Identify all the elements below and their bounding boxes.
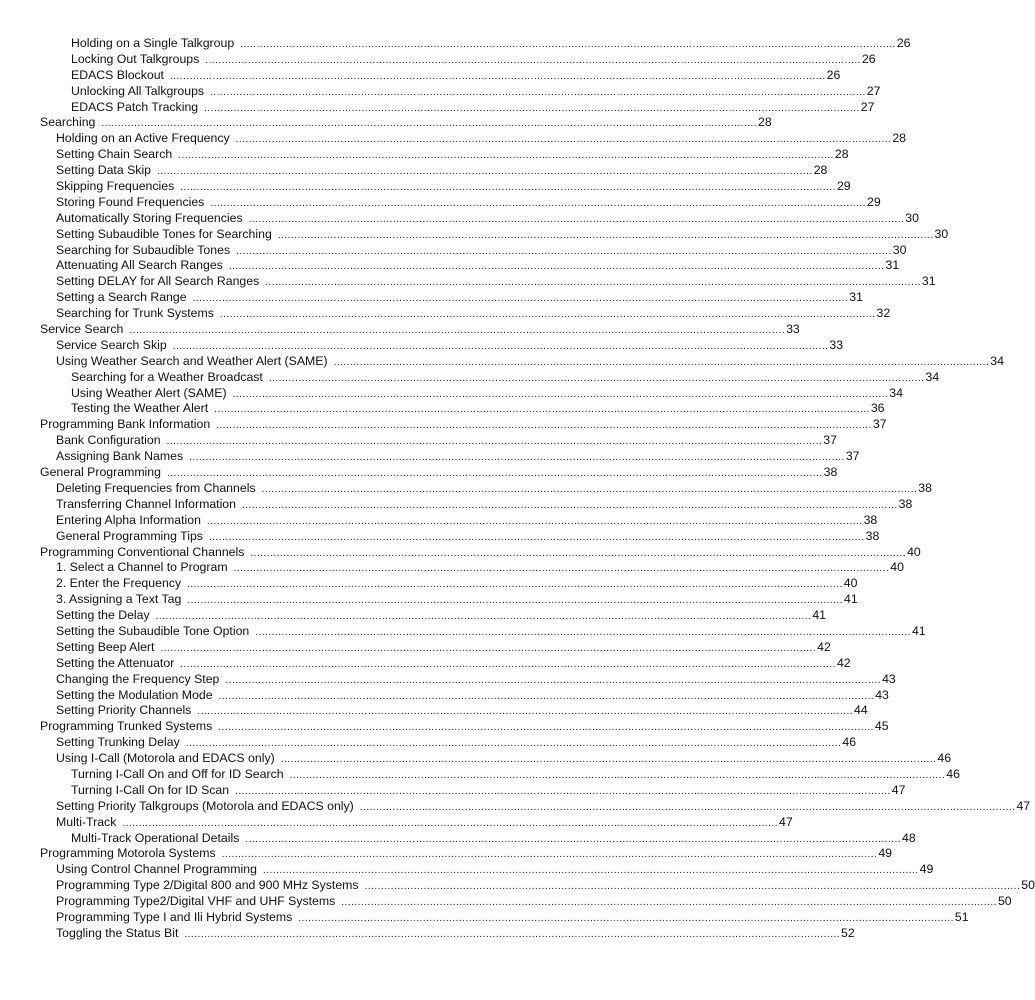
toc-entry-page-number: 26 [896,36,911,50]
toc-entry-title: Programming Trunked Systems [40,719,213,734]
toc-entry-page-number: 38 [918,480,932,495]
dot-leader: ........................................................................................................................................................................................................ [277,229,934,241]
dot-leader: ........................................................................................................................................................................................................ [157,166,813,178]
toc-entry-page-number: 38 [865,528,880,543]
dot-leader: ........................................................................................................................................................................................................ [166,468,823,480]
dot-leader: ........................................................................................................................................................................................................ [232,388,889,400]
dot-leader: ........................................................................................................................................................................................................ [187,579,843,591]
toc-entry[interactable] [0,433,837,449]
toc-entry-title: Searching for Subaudible Tones [56,242,231,257]
dot-leader: ........................................................................................................................................................................................................ [214,404,870,416]
toc-entry-page-number: 52 [841,925,855,940]
dot-leader: ........................................................................................................................................................................................................ [178,150,834,162]
toc-entry[interactable] [0,846,892,862]
toc-entry-page-number: 37 [845,449,860,464]
dot-leader: ........................................................................................................................................................................................................ [255,626,911,638]
toc-entry[interactable] [0,623,926,640]
toc-entry-page-number: 33 [829,337,844,352]
toc-entry[interactable] [0,163,828,179]
toc-entry[interactable] [0,290,863,306]
toc-entry-title: Programming Type I and Ili Hybrid Systems [56,909,293,924]
toc-entry-title: Testing the Weather Alert [71,401,209,416]
dot-leader: ........................................................................................................................................................................................................ [248,213,905,225]
toc-entry-page-number: 49 [919,862,934,877]
dot-leader: ........................................................................................................................................................................................................ [210,86,866,98]
toc-entry-title: General Programming [40,465,161,480]
toc-entry[interactable] [0,385,903,402]
toc-entry-page-number: 37 [823,433,837,448]
dot-leader: ........................................................................................................................................................................................................ [240,39,896,50]
toc-entry-page-number: 49 [878,846,892,861]
dot-leader: ........................................................................................................................................................................................................ [235,134,892,146]
toc-entry[interactable] [0,131,906,147]
toc-entry[interactable] [0,560,904,576]
toc-entry-title: Searching for a Weather Broadcast [71,369,263,384]
dot-leader: ........................................................................................................................................................................................................ [185,738,842,750]
dot-leader: ........................................................................................................................................................................................................ [359,801,1016,813]
dot-leader: ........................................................................................................................................................................................................ [228,261,885,273]
toc-entry[interactable] [0,830,916,847]
dot-leader: ........................................................................................................................................................................................................ [289,769,946,781]
toc-entry-page-number: 47 [1016,798,1031,813]
dot-leader: ........................................................................................................................................................................................................ [206,515,863,527]
toc-entry-page-number: 28 [758,115,772,130]
toc-entry-page-number: 36 [870,401,885,416]
dot-leader: ........................................................................................................................................................................................................ [122,817,779,829]
toc-entry-title: Toggling the Status Bit [56,925,179,940]
dot-leader: ........................................................................................................................................................................................................ [265,277,921,289]
dot-leader: ........................................................................................................................................................................................................ [160,642,817,654]
toc-entry-page-number: 41 [911,623,926,638]
dot-leader: ........................................................................................................................................................................................................ [204,102,860,114]
toc-entry[interactable] [0,353,1004,370]
toc-entry-title: Programming Type 2/Digital 800 and 900 MHz Systems [56,878,359,893]
toc-entry[interactable] [0,909,969,926]
toc-entry-title: Holding on an Active Frequency [56,131,230,146]
dot-leader: ........................................................................................................................................................................................................ [218,690,875,702]
toc-entry[interactable] [0,576,858,592]
toc-entry[interactable] [0,449,860,465]
toc-entry-title: Setting Chain Search [56,147,173,162]
dot-leader: ........................................................................................................................................................................................................ [262,865,919,877]
toc-entry-page-number: 28 [813,163,828,178]
toc-entry[interactable] [0,751,952,767]
toc-entry-title: Multi-Track Operational Details [71,830,240,845]
dot-leader: ........................................................................................................................................................................................................ [192,293,849,305]
toc-entry-page-number: 40 [890,560,904,575]
toc-entry[interactable] [0,719,889,735]
dot-leader: ........................................................................................................................................................................................................ [187,595,844,607]
toc-entry-page-number: 31 [849,290,863,305]
toc-entry-title: EDACS Patch Tracking [71,99,199,114]
toc-entry-page-number: 47 [779,814,793,829]
toc-entry[interactable] [0,83,881,100]
toc-entry-page-number: 43 [882,671,896,686]
toc-entry-title: Setting Beep Alert [56,639,155,654]
dot-leader: ........................................................................................................................................................................................................ [169,70,826,82]
toc-entry-page-number: 28 [892,131,906,146]
toc-entry-title: Setting the Attenuator [56,655,175,670]
toc-entry-title: Setting a Search Range [56,290,187,305]
dot-leader: ........................................................................................................................................................................................................ [166,436,823,448]
toc-entry-page-number: 37 [872,417,887,432]
toc-entry-page-number: 31 [885,258,900,273]
toc-entry[interactable] [0,878,1035,894]
toc-entry[interactable] [0,544,921,561]
dot-leader: ........................................................................................................................................................................................................ [129,325,786,337]
toc-entry-title: 2. Enter the Frequency [56,576,182,591]
toc-entry[interactable] [0,798,1031,815]
toc-entry-page-number: 48 [902,830,916,845]
toc-entry-title: 3. Assigning a Text Tag [56,592,182,607]
dot-leader: ........................................................................................................................................................................................................ [261,483,918,495]
dot-leader: ........................................................................................................................................................................................................ [280,754,937,766]
toc-entry-title: Bank Configuration [56,433,161,448]
toc-entry-title: Setting the Delay [56,608,150,623]
toc-entry[interactable] [0,417,887,433]
toc-entry[interactable] [0,782,906,799]
toc-entry-page-number: 42 [836,655,851,670]
toc-entry-title: Setting Subaudible Tones for Searching [56,226,272,241]
toc-entry[interactable] [0,465,838,481]
toc-entry-page-number: 29 [836,179,851,194]
toc-entry-page-number: 34 [990,353,1004,368]
dot-leader: ........................................................................................................................................................................................................ [184,928,841,940]
toc-entry[interactable] [0,258,900,274]
dot-leader: ........................................................................................................................................................................................................ [210,197,867,209]
toc-entry[interactable] [0,528,880,545]
toc-entry-page-number: 38 [898,496,913,511]
toc-entry-page-number: 29 [867,194,881,209]
toc-entry-title: Turning I-Call On and Off for ID Search [71,766,284,781]
dot-leader: ........................................................................................................................................................................................................ [189,452,845,464]
toc-entry-title: Assigning Bank Names [56,449,184,464]
toc-entry-title: General Programming Tips [56,528,203,543]
toc-entry[interactable] [0,639,831,656]
toc-entry[interactable] [0,814,793,831]
dot-leader: ........................................................................................................................................................................................................ [197,706,854,718]
dot-leader: ........................................................................................................................................................................................................ [172,340,829,352]
toc-entry-page-number: 38 [823,465,838,480]
toc-entry-page-number: 46 [946,766,960,781]
toc-entry[interactable] [0,337,844,354]
toc-entry-page-number: 43 [875,687,889,702]
toc-entry-page-number: 31 [921,274,936,289]
dot-leader: ........................................................................................................................................................................................................ [221,849,878,861]
toc-entry[interactable] [0,687,889,704]
dot-leader: ........................................................................................................................................................................................................ [216,420,872,432]
toc-entry-title: Deleting Frequencies from Channels [56,480,256,495]
toc-entry[interactable] [0,894,1012,910]
toc-entry-page-number: 51 [954,909,969,924]
toc-entry-title: Unlocking All Talkgroups [71,83,205,98]
toc-entry[interactable] [0,194,881,211]
dot-leader: ........................................................................................................................................................................................................ [205,54,861,66]
toc-entry[interactable] [0,496,913,513]
toc-entry-title: Turning I-Call On for ID Scan [71,782,230,797]
dot-leader: ........................................................................................................................................................................................................ [180,658,836,670]
toc-entry-title: Transferring Channel Information [56,496,236,511]
toc-entry-title: Programming Conventional Channels [40,544,245,559]
toc-entry-page-number: 47 [891,782,906,797]
dot-leader: ........................................................................................................................................................................................................ [245,833,902,845]
toc-entry-title: EDACS Blockout [71,67,164,82]
toc-entry[interactable] [0,147,849,163]
toc-entry-page-number: 40 [843,576,858,591]
toc-entry-title: Automatically Storing Frequencies [56,210,243,225]
toc-entry-title: Using Weather Search and Weather Alert (SAME) [56,353,328,368]
toc-entry-title: Multi-Track [56,814,117,829]
dot-leader: ........................................................................................................................................................................................................ [268,372,925,384]
toc-entry-title: Setting Priority Talkgroups (Motorola and EDACS only) [56,798,354,813]
toc-entry[interactable] [0,67,841,84]
dot-leader: ........................................................................................................................................................................................................ [208,531,865,543]
toc-entry-page-number: 30 [892,242,907,257]
toc-entry-title: Setting the Subaudible Tone Option [56,623,250,638]
toc-entry-page-number: 32 [876,306,891,321]
table-of-contents [0,36,1035,942]
toc-entry-title: Programming Bank Information [40,417,211,432]
toc-entry[interactable] [0,655,851,672]
toc-entry[interactable] [0,115,772,131]
toc-entry-page-number: 34 [925,369,940,384]
toc-entry-title: Storing Found Frequencies [56,194,205,209]
toc-entry-title: Setting Data Skip [56,163,152,178]
toc-entry-title: Service Search [40,322,124,337]
toc-entry[interactable] [0,608,827,624]
toc-entry[interactable] [0,401,885,417]
toc-entry-title: Setting DELAY for All Search Ranges [56,274,260,289]
toc-entry[interactable] [0,306,891,322]
toc-entry[interactable] [0,766,960,783]
toc-entry-page-number: 46 [937,751,952,766]
toc-entry-page-number: 50 [1021,878,1035,893]
toc-entry-title: Searching for Trunk Systems [56,306,214,321]
toc-entry-page-number: 41 [812,608,827,623]
dot-leader: ........................................................................................................................................................................................................ [180,182,836,194]
toc-entry-page-number: 40 [907,544,921,559]
dot-leader: ........................................................................................................................................................................................................ [225,674,882,686]
dot-leader: ........................................................................................................................................................................................................ [333,356,990,368]
toc-entry-page-number: 33 [786,322,800,337]
toc-entry[interactable] [0,242,907,259]
toc-entry-title: 1. Select a Channel to Program [56,560,228,575]
dot-leader: ........................................................................................................................................................................................................ [242,499,898,511]
toc-entry[interactable] [0,322,800,338]
dot-leader: ........................................................................................................................................................................................................ [250,547,907,559]
toc-entry-title: Holding on a Single Talkgroup [71,36,235,50]
toc-entry-title: Locking Out Talkgroups [71,51,200,66]
toc-entry[interactable] [0,735,857,751]
toc-entry-page-number: 45 [874,719,889,734]
toc-entry-page-number: 44 [854,703,868,718]
toc-entry[interactable] [0,210,919,227]
toc-entry[interactable] [0,512,878,529]
toc-entry-page-number: 42 [817,639,831,654]
toc-entry[interactable] [0,671,896,688]
toc-entry[interactable] [0,592,858,608]
dot-leader: ........................................................................................................................................................................................................ [236,245,892,257]
toc-entry-title: Searching [40,115,96,130]
toc-entry[interactable] [0,703,868,719]
toc-entry-page-number: 30 [934,226,949,241]
toc-entry-page-number: 27 [866,83,881,98]
toc-entry-title: Setting Priority Channels [56,703,192,718]
toc-entry[interactable] [0,179,851,195]
toc-entry-page-number: 28 [834,147,849,162]
toc-entry-title: Service Search Skip [56,337,167,352]
dot-leader: ........................................................................................................................................................................................................ [235,785,891,797]
toc-entry[interactable] [0,274,936,290]
toc-entry-title: Using I-Call (Motorola and EDACS only) [56,751,275,766]
toc-entry-page-number: 26 [826,67,841,82]
toc-entry[interactable] [0,862,934,878]
toc-entry-page-number: 27 [860,99,875,114]
toc-entry-page-number: 41 [844,592,858,607]
toc-entry-page-number: 26 [861,51,876,66]
toc-entry-page-number: 50 [997,894,1012,909]
dot-leader: ........................................................................................................................................................................................................ [219,309,876,321]
toc-entry-title: Changing the Frequency Step [56,671,220,686]
toc-entry-title: Entering Alpha Information [56,512,201,527]
toc-entry-title: Setting Trunking Delay [56,735,180,750]
toc-entry-title: Setting the Modulation Mode [56,687,213,702]
dot-leader: ........................................................................................................................................................................................................ [341,897,997,909]
dot-leader: ........................................................................................................................................................................................................ [218,722,874,734]
toc-entry-title: Using Control Channel Programming [56,862,257,877]
toc-entry-page-number: 38 [863,512,878,527]
toc-entry-title: Attenuating All Search Ranges [56,258,223,273]
toc-entry-title: Skipping Frequencies [56,179,175,194]
toc-entry-page-number: 30 [905,210,919,225]
toc-entry-page-number: 34 [889,385,903,400]
dot-leader: ........................................................................................................................................................................................................ [233,563,890,575]
dot-leader: ........................................................................................................................................................................................................ [298,912,954,924]
toc-entry-title: Programming Type2/Digital VHF and UHF Systems [56,894,336,909]
toc-entry-title: Programming Motorola Systems [40,846,216,861]
toc-entry[interactable] [0,480,932,497]
toc-entry[interactable] [0,369,940,386]
dot-leader: ........................................................................................................................................................................................................ [101,118,758,130]
toc-entry[interactable] [0,226,949,243]
toc-entry-page-number: 46 [842,735,857,750]
toc-entry[interactable] [0,99,875,116]
toc-entry[interactable] [0,36,911,52]
toc-entry[interactable] [0,925,855,942]
dot-leader: ........................................................................................................................................................................................................ [155,611,812,623]
toc-entry-title: Using Weather Alert (SAME) [71,385,227,400]
toc-entry[interactable] [0,51,876,68]
dot-leader: ........................................................................................................................................................................................................ [364,881,1021,893]
